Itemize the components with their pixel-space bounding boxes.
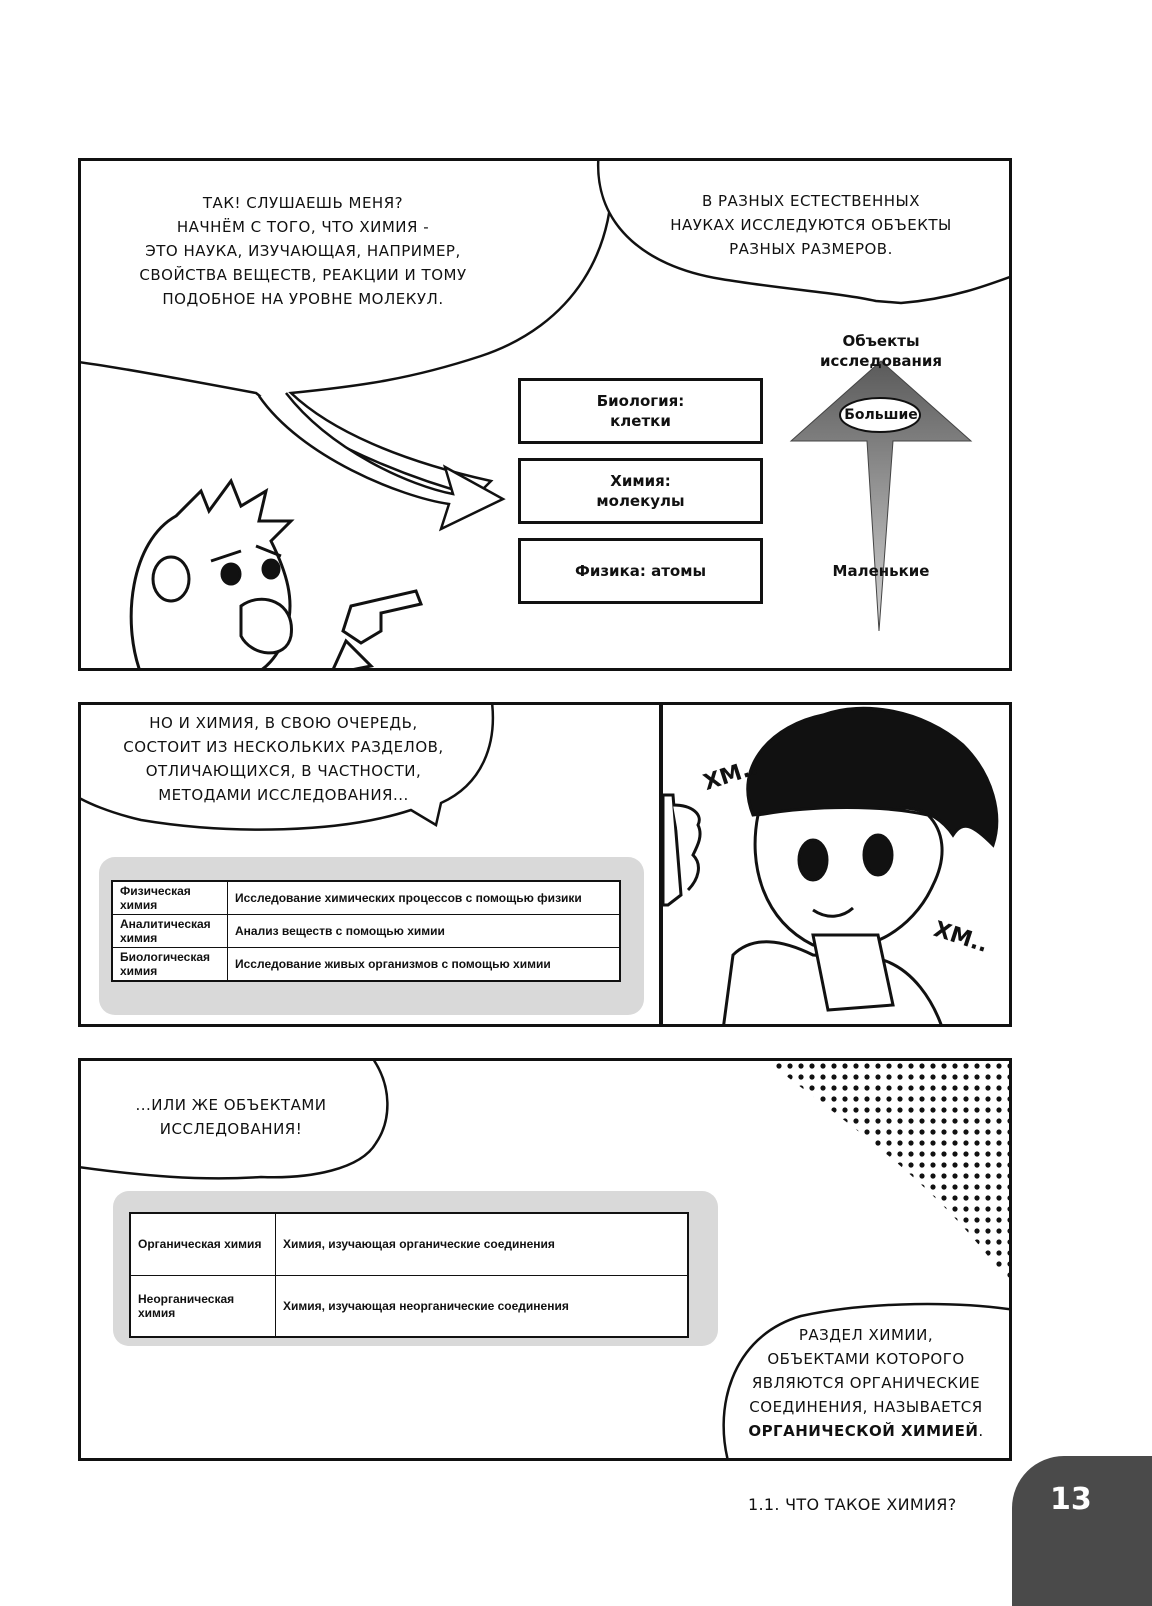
chemistry-methods-table: [111, 880, 621, 982]
panel-1: [78, 158, 1012, 671]
term-bold: ОРГАНИЧЕСКОЙ ХИМИЕЙ: [748, 1422, 979, 1440]
sfx-hm-bottom: ХМ..: [930, 917, 992, 958]
table-cell-name: Физическая химия: [112, 881, 228, 915]
scale-small-label: Маленькие: [832, 562, 930, 580]
sfx-hm-top: ХМ..: [700, 755, 762, 796]
page-number-tab: [1012, 1456, 1152, 1606]
text-line: ТАК! СЛУШАЕШЬ МЕНЯ?: [202, 194, 404, 212]
text-line: СВОЙСТВА ВЕЩЕСТВ, РЕАКЦИИ И ТОМУ: [139, 266, 467, 284]
text-line: ПОДОБНОЕ НА УРОВНЕ МОЛЕКУЛ.: [162, 290, 444, 308]
text-line: исследования: [820, 352, 942, 370]
text-line: ...ИЛИ ЖЕ ОБЪЕКТАМИ: [135, 1096, 327, 1114]
table-cell-desc: Химия, изучающая органические соединения: [276, 1213, 689, 1275]
box-line: Физика: атомы: [574, 562, 707, 580]
chemistry-objects-table: [129, 1212, 689, 1338]
box-physics: [518, 538, 763, 604]
scale-title: [806, 331, 956, 371]
text-line: ИССЛЕДОВАНИЯ!: [159, 1120, 303, 1138]
box-line: клетки: [610, 412, 671, 430]
text-line: НО И ХИМИЯ, В СВОЮ ОЧЕРЕДЬ,: [149, 714, 418, 732]
boy-character-art: [663, 705, 1012, 1027]
box-chemistry: [518, 458, 763, 524]
table-cell-desc: Исследование химических процессов с помощью физики: [228, 881, 621, 915]
table-cell-desc: Анализ веществ с помощью химии: [228, 915, 621, 948]
table-row: [130, 1213, 688, 1275]
speech-bubble-left-text: [103, 191, 503, 311]
professor-character: [131, 481, 421, 671]
table-cell-desc: Исследование живых организмов с помощью химии: [228, 948, 621, 982]
panel-3: [78, 1058, 1012, 1461]
panel-2-left: [78, 702, 662, 1027]
text-line: СОЕДИНЕНИЯ, НАЗЫВАЕТСЯ: [749, 1398, 983, 1416]
text-line: НАЧНЁМ С ТОГО, ЧТО ХИМИЯ -: [176, 218, 430, 236]
text-line: РАЗНЫХ РАЗМЕРОВ.: [729, 240, 893, 258]
table-cell-name: Неорганическая химия: [130, 1275, 276, 1337]
speech-bubble-right-text: [636, 189, 986, 261]
scale-big-label: Большие: [844, 407, 918, 423]
text-line: МЕТОДАМИ ИССЛЕДОВАНИЯ...: [158, 786, 409, 804]
boy-character: [663, 708, 997, 1027]
text-line: ОТЛИЧАЮЩИХСЯ, В ЧАСТНОСТИ,: [145, 762, 422, 780]
text-line: [731, 1419, 1001, 1443]
box-line: молекулы: [596, 492, 685, 510]
speech-bubble-text: [86, 711, 481, 807]
screentone-dots: [761, 1061, 1012, 1301]
page-number: 13: [1050, 1482, 1092, 1517]
box-biology: [518, 378, 763, 444]
panel-2-right: [660, 702, 1012, 1027]
table-row: [130, 1275, 688, 1337]
text-line: РАЗДЕЛ ХИМИИ,: [798, 1326, 934, 1344]
box-line: Биология:: [596, 392, 685, 410]
table-cell-name: Биологическая химия: [112, 948, 228, 982]
text-line: Объекты: [842, 332, 920, 350]
speech-bubble-bottom-text: [731, 1323, 1001, 1443]
text-line: В РАЗНЫХ ЕСТЕСТВЕННЫХ: [701, 192, 921, 210]
text-line: СОСТОИТ ИЗ НЕСКОЛЬКИХ РАЗДЕЛОВ,: [123, 738, 444, 756]
term-end: .: [978, 1422, 984, 1440]
box-line: Химия:: [610, 472, 671, 490]
text-line: ЭТО НАУКА, ИЗУЧАЮЩАЯ, НАПРИМЕР,: [145, 242, 461, 260]
text-line: ОБЪЕКТАМИ КОТОРОГО: [767, 1350, 965, 1368]
table-row: [112, 948, 620, 982]
text-line: ЯВЛЯЮТСЯ ОРГАНИЧЕСКИЕ: [751, 1374, 981, 1392]
table-row: [112, 881, 620, 915]
speech-bubble-top-text: [111, 1093, 351, 1141]
text-line: НАУКАХ ИССЛЕДУЮТСЯ ОБЪЕКТЫ: [670, 216, 952, 234]
table-row: [112, 915, 620, 948]
section-title: 1.1. ЧТО ТАКОЕ ХИМИЯ?: [748, 1495, 957, 1514]
table-cell-desc: Химия, изучающая неорганические соединения: [276, 1275, 689, 1337]
table-cell-name: Органическая химия: [130, 1213, 276, 1275]
table-cell-name: Аналитическая химия: [112, 915, 228, 948]
